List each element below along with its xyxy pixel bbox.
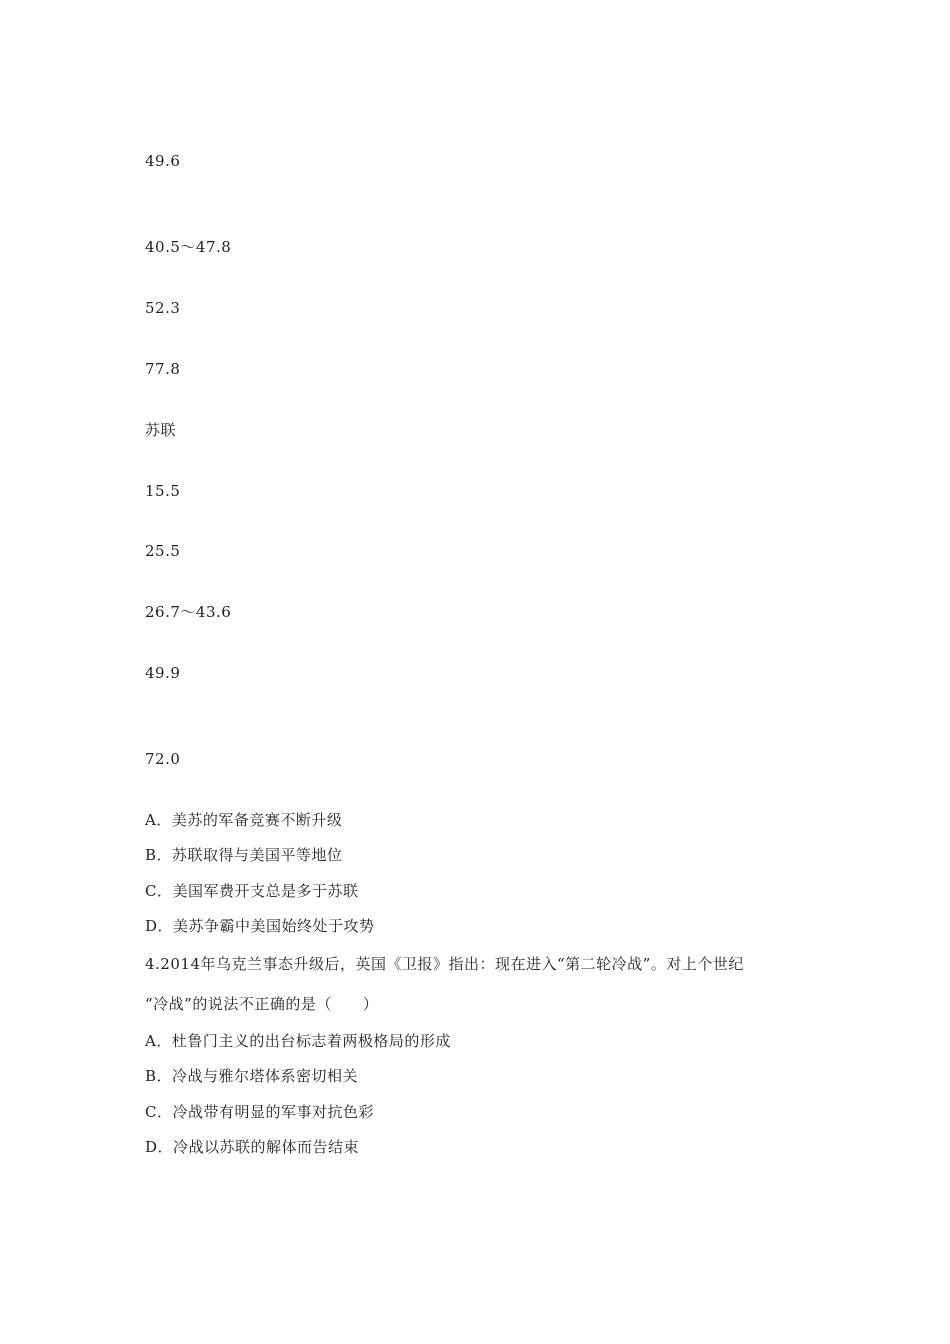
- table-row-label-ussr: 苏联: [145, 421, 177, 439]
- q3-option-d: D．美苏争霸中美国始终处于攻势: [145, 917, 375, 935]
- table-cell-ussr-4: 49.9: [145, 664, 181, 682]
- table-cell-ussr-1: 15.5: [145, 482, 181, 500]
- table-cell-usa-2: 40.5～47.8: [145, 238, 232, 256]
- q4-stem-line-1: 4.2014年乌克兰事态升级后，英国《卫报》指出：现在进入“第二轮冷战”。对上个世纪: [145, 955, 744, 973]
- q4-option-d: D．冷战以苏联的解体而告结束: [145, 1138, 360, 1156]
- q4-option-b: B．冷战与雅尔塔体系密切相关: [145, 1067, 359, 1085]
- q3-option-b: B．苏联取得与美国平等地位: [145, 846, 343, 864]
- q4-stem-line-2: “冷战”的说法不正确的是（ ）: [145, 995, 379, 1013]
- table-cell-ussr-2: 25.5: [145, 542, 181, 560]
- table-cell-ussr-3: 26.7～43.6: [145, 603, 232, 621]
- table-cell-usa-1: 49.6: [145, 152, 181, 170]
- q3-option-a: A．美苏的军备竞赛不断升级: [145, 811, 343, 829]
- q3-option-c: C．美国军费开支总是多于苏联: [145, 882, 359, 900]
- table-cell-usa-3: 52.3: [145, 299, 181, 317]
- table-cell-ussr-5: 72.0: [145, 750, 181, 768]
- table-cell-usa-4: 77.8: [145, 360, 181, 378]
- q4-option-c: C．冷战带有明显的军事对抗色彩: [145, 1103, 374, 1121]
- q4-option-a: A．杜鲁门主义的出台标志着两极格局的形成: [145, 1032, 451, 1050]
